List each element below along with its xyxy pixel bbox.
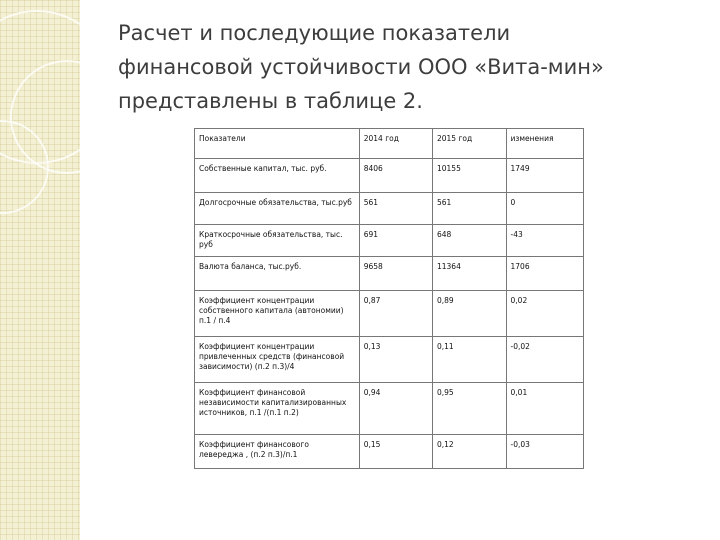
column-header: изменения: [506, 129, 583, 159]
table-cell: Собственные капитал, тыс. руб.: [195, 159, 360, 193]
table-row: [195, 225, 584, 257]
table-cell: Долгосрочные обязательства, тыс.руб: [195, 193, 360, 225]
financial-stability-table-frame: [194, 128, 584, 459]
slide-title-line: Расчет и последующие показатели: [118, 21, 511, 45]
column-header: 2015 год: [432, 129, 506, 159]
table-cell: 0,11: [432, 337, 506, 383]
table-cell: 0,94: [359, 383, 432, 435]
table-header-row: [195, 129, 584, 159]
table-cell: 10155: [432, 159, 506, 193]
slide-title-line: представлены в таблице 2.: [118, 89, 423, 113]
table-cell: 8406: [359, 159, 432, 193]
table-cell: 0,95: [432, 383, 506, 435]
table-cell: -0,02: [506, 337, 583, 383]
table-cell: 0,15: [359, 435, 432, 469]
table-cell: -43: [506, 225, 583, 257]
table-cell: 648: [432, 225, 506, 257]
table-cell: 561: [359, 193, 432, 225]
table-cell: 0: [506, 193, 583, 225]
table-row: [195, 435, 584, 469]
column-header: Показатели: [195, 129, 360, 159]
table-row: [195, 159, 584, 193]
table-cell: 0,01: [506, 383, 583, 435]
decorative-side-band: [0, 0, 80, 540]
table-cell: Валюта баланса, тыс.руб.: [195, 257, 360, 291]
table-cell: 11364: [432, 257, 506, 291]
table-cell: Коэффициент финансовой независимости капитализированных источников, п.1 /(п.1 п.2): [195, 383, 360, 435]
slide-title-line: финансовой устойчивости ООО «Вита-мин»: [118, 55, 604, 79]
table-cell: Коэффициент концентрации привлеченных средств (финансовой зависимости) (п.2 п.3)/4: [195, 337, 360, 383]
column-header: 2014 год: [359, 129, 432, 159]
table-cell: Коэффициент финансового левереджа , (п.2 п.3)/п.1: [195, 435, 360, 469]
table-row: [195, 383, 584, 435]
table-cell: Коэффициент концентрации собственного капитала (автономии) п.1 / п.4: [195, 291, 360, 337]
table-cell: 0,13: [359, 337, 432, 383]
table-row: [195, 193, 584, 225]
table-cell: -0,03: [506, 435, 583, 469]
financial-stability-table: [194, 128, 584, 469]
table-cell: 1749: [506, 159, 583, 193]
table-cell: 1706: [506, 257, 583, 291]
table-cell: 0,87: [359, 291, 432, 337]
slide-title: [118, 16, 698, 118]
table-cell: 561: [432, 193, 506, 225]
table-cell: 0,12: [432, 435, 506, 469]
table-row: [195, 257, 584, 291]
table-row: [195, 291, 584, 337]
table-cell: 691: [359, 225, 432, 257]
table-cell: Краткосрочные обязательства, тыс. руб: [195, 225, 360, 257]
table-cell: 9658: [359, 257, 432, 291]
table-row: [195, 337, 584, 383]
table-cell: 0,89: [432, 291, 506, 337]
table-cell: 0,02: [506, 291, 583, 337]
